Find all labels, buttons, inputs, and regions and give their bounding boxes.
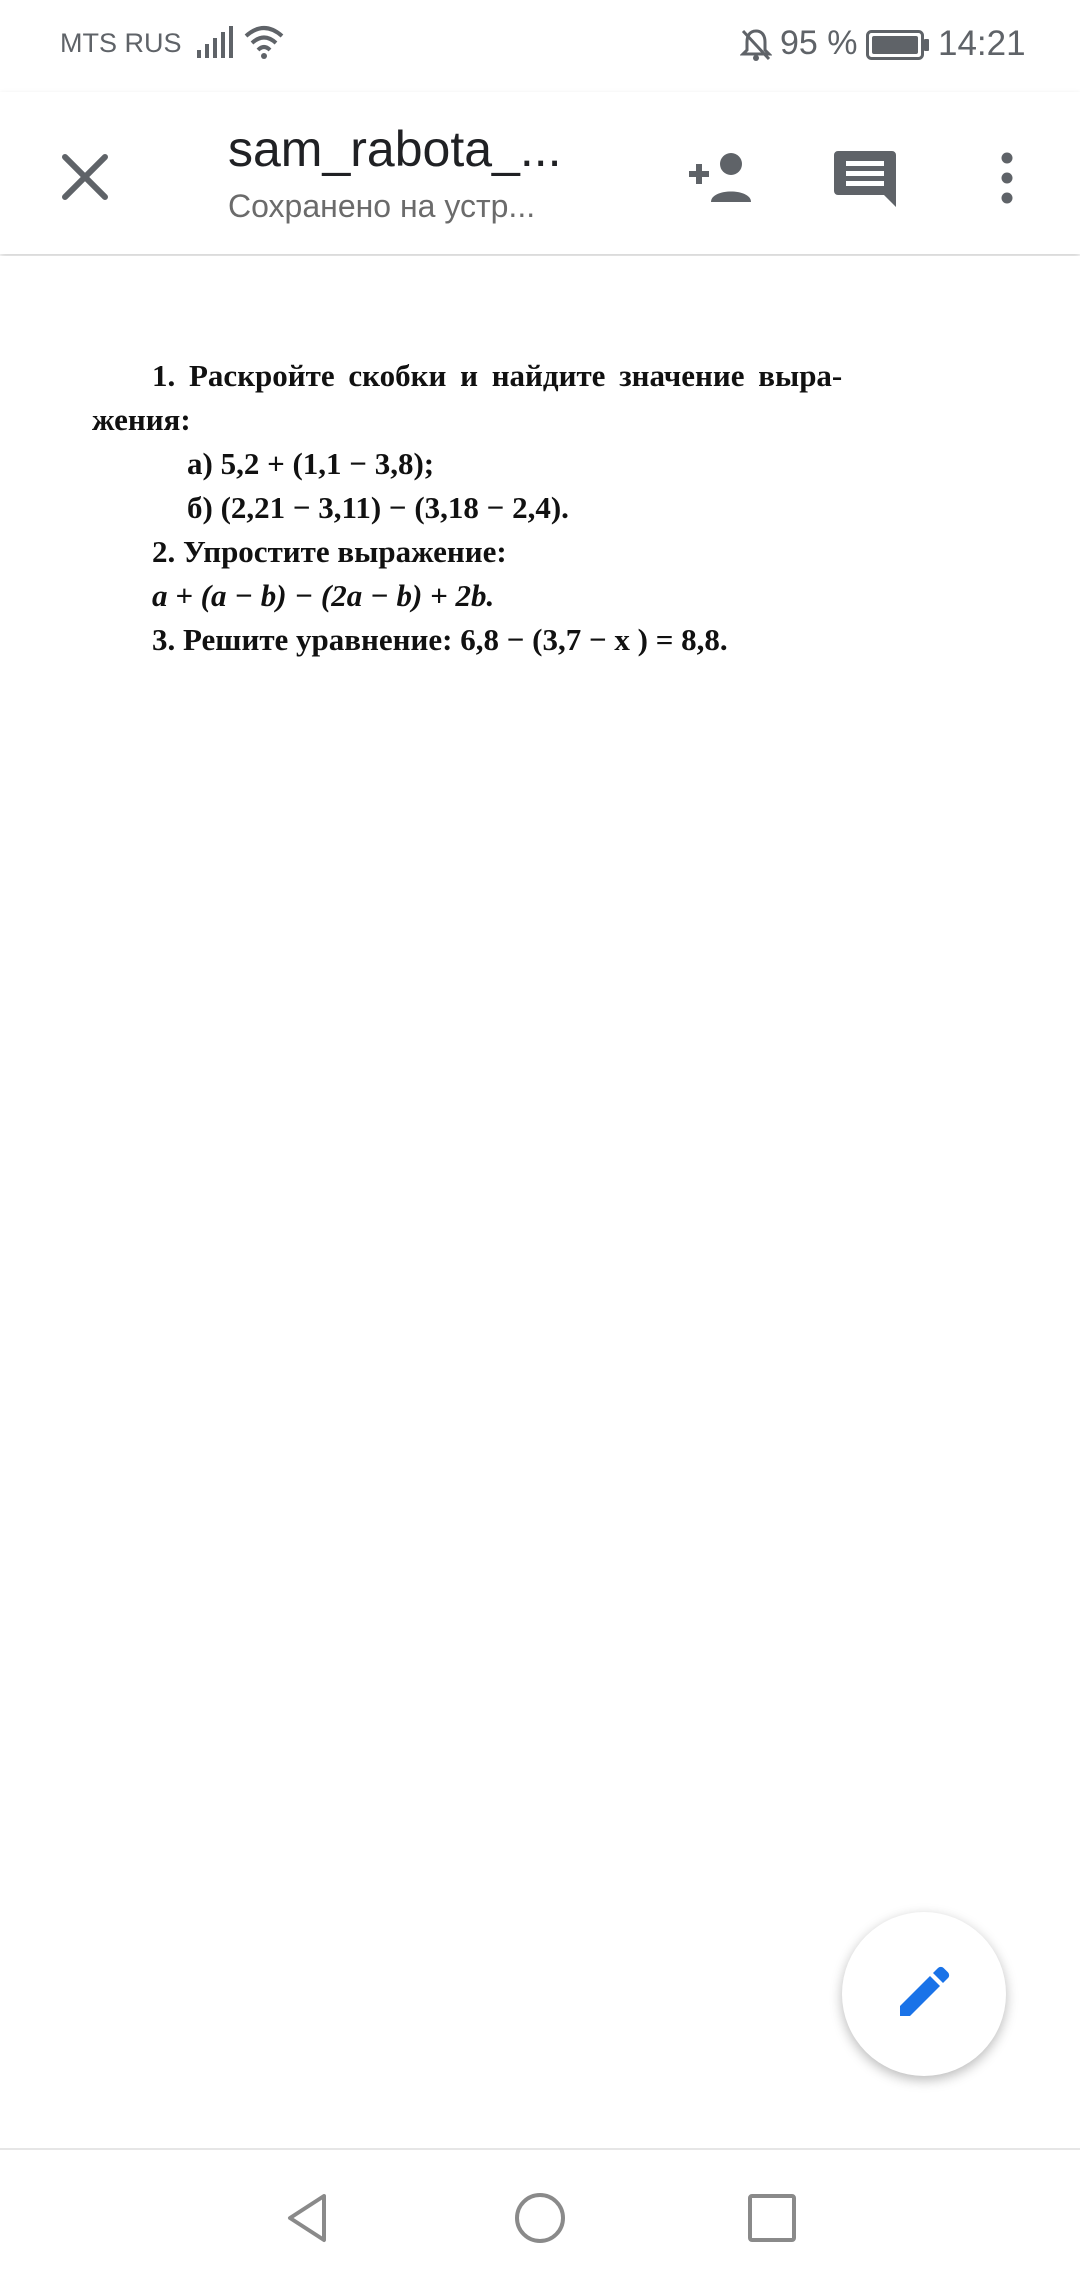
recents-icon[interactable] [744,2190,800,2251]
app-bar [0,92,1080,254]
save-status: Сохранено на устр... [228,188,536,224]
home-icon[interactable] [512,2190,568,2251]
more-options-button[interactable] [980,140,1034,220]
task-1b: б) (2,21 − 3,11) − (3,18 − 2,4). [187,490,569,525]
add-person-icon [685,150,755,211]
signal-icon [195,24,235,65]
battery-icon [866,30,930,65]
back-icon[interactable] [280,2190,336,2251]
task-1-line-1: 1. Раскройте скобки и найдите значение выра- [152,358,843,393]
share-button[interactable] [680,140,760,220]
task-2-expression: a + (a − b) − (2a − b) + 2b. [152,578,495,613]
document-title: sam_rabota_... [228,121,562,177]
task-3: 3. Решите уравнение: 6,8 − (3,7 − x ) = 8,8. [152,622,728,657]
edit-button[interactable] [842,1912,1006,2076]
clock: 14:21 [938,24,1026,63]
status-bar [0,0,1080,92]
task-1a: а) 5,2 + (1,1 − 3,8); [187,446,435,481]
more-vert-icon [1000,152,1014,209]
bell-off-icon [740,28,772,67]
comment-icon [832,147,898,214]
edit-pencil-icon [894,1962,954,2027]
close-icon [61,153,109,206]
battery-percent: 95 % [780,24,858,62]
carrier-label: MTS RUS [60,28,182,58]
comment-button[interactable] [820,140,910,220]
task-2-heading: 2. Упростите выражение: [152,534,507,569]
close-button[interactable] [40,134,130,224]
document-page[interactable] [0,256,1080,2146]
navigation-bar [0,2148,1080,2282]
task-1-line-2: жения: [92,402,191,437]
wifi-icon [244,24,284,65]
